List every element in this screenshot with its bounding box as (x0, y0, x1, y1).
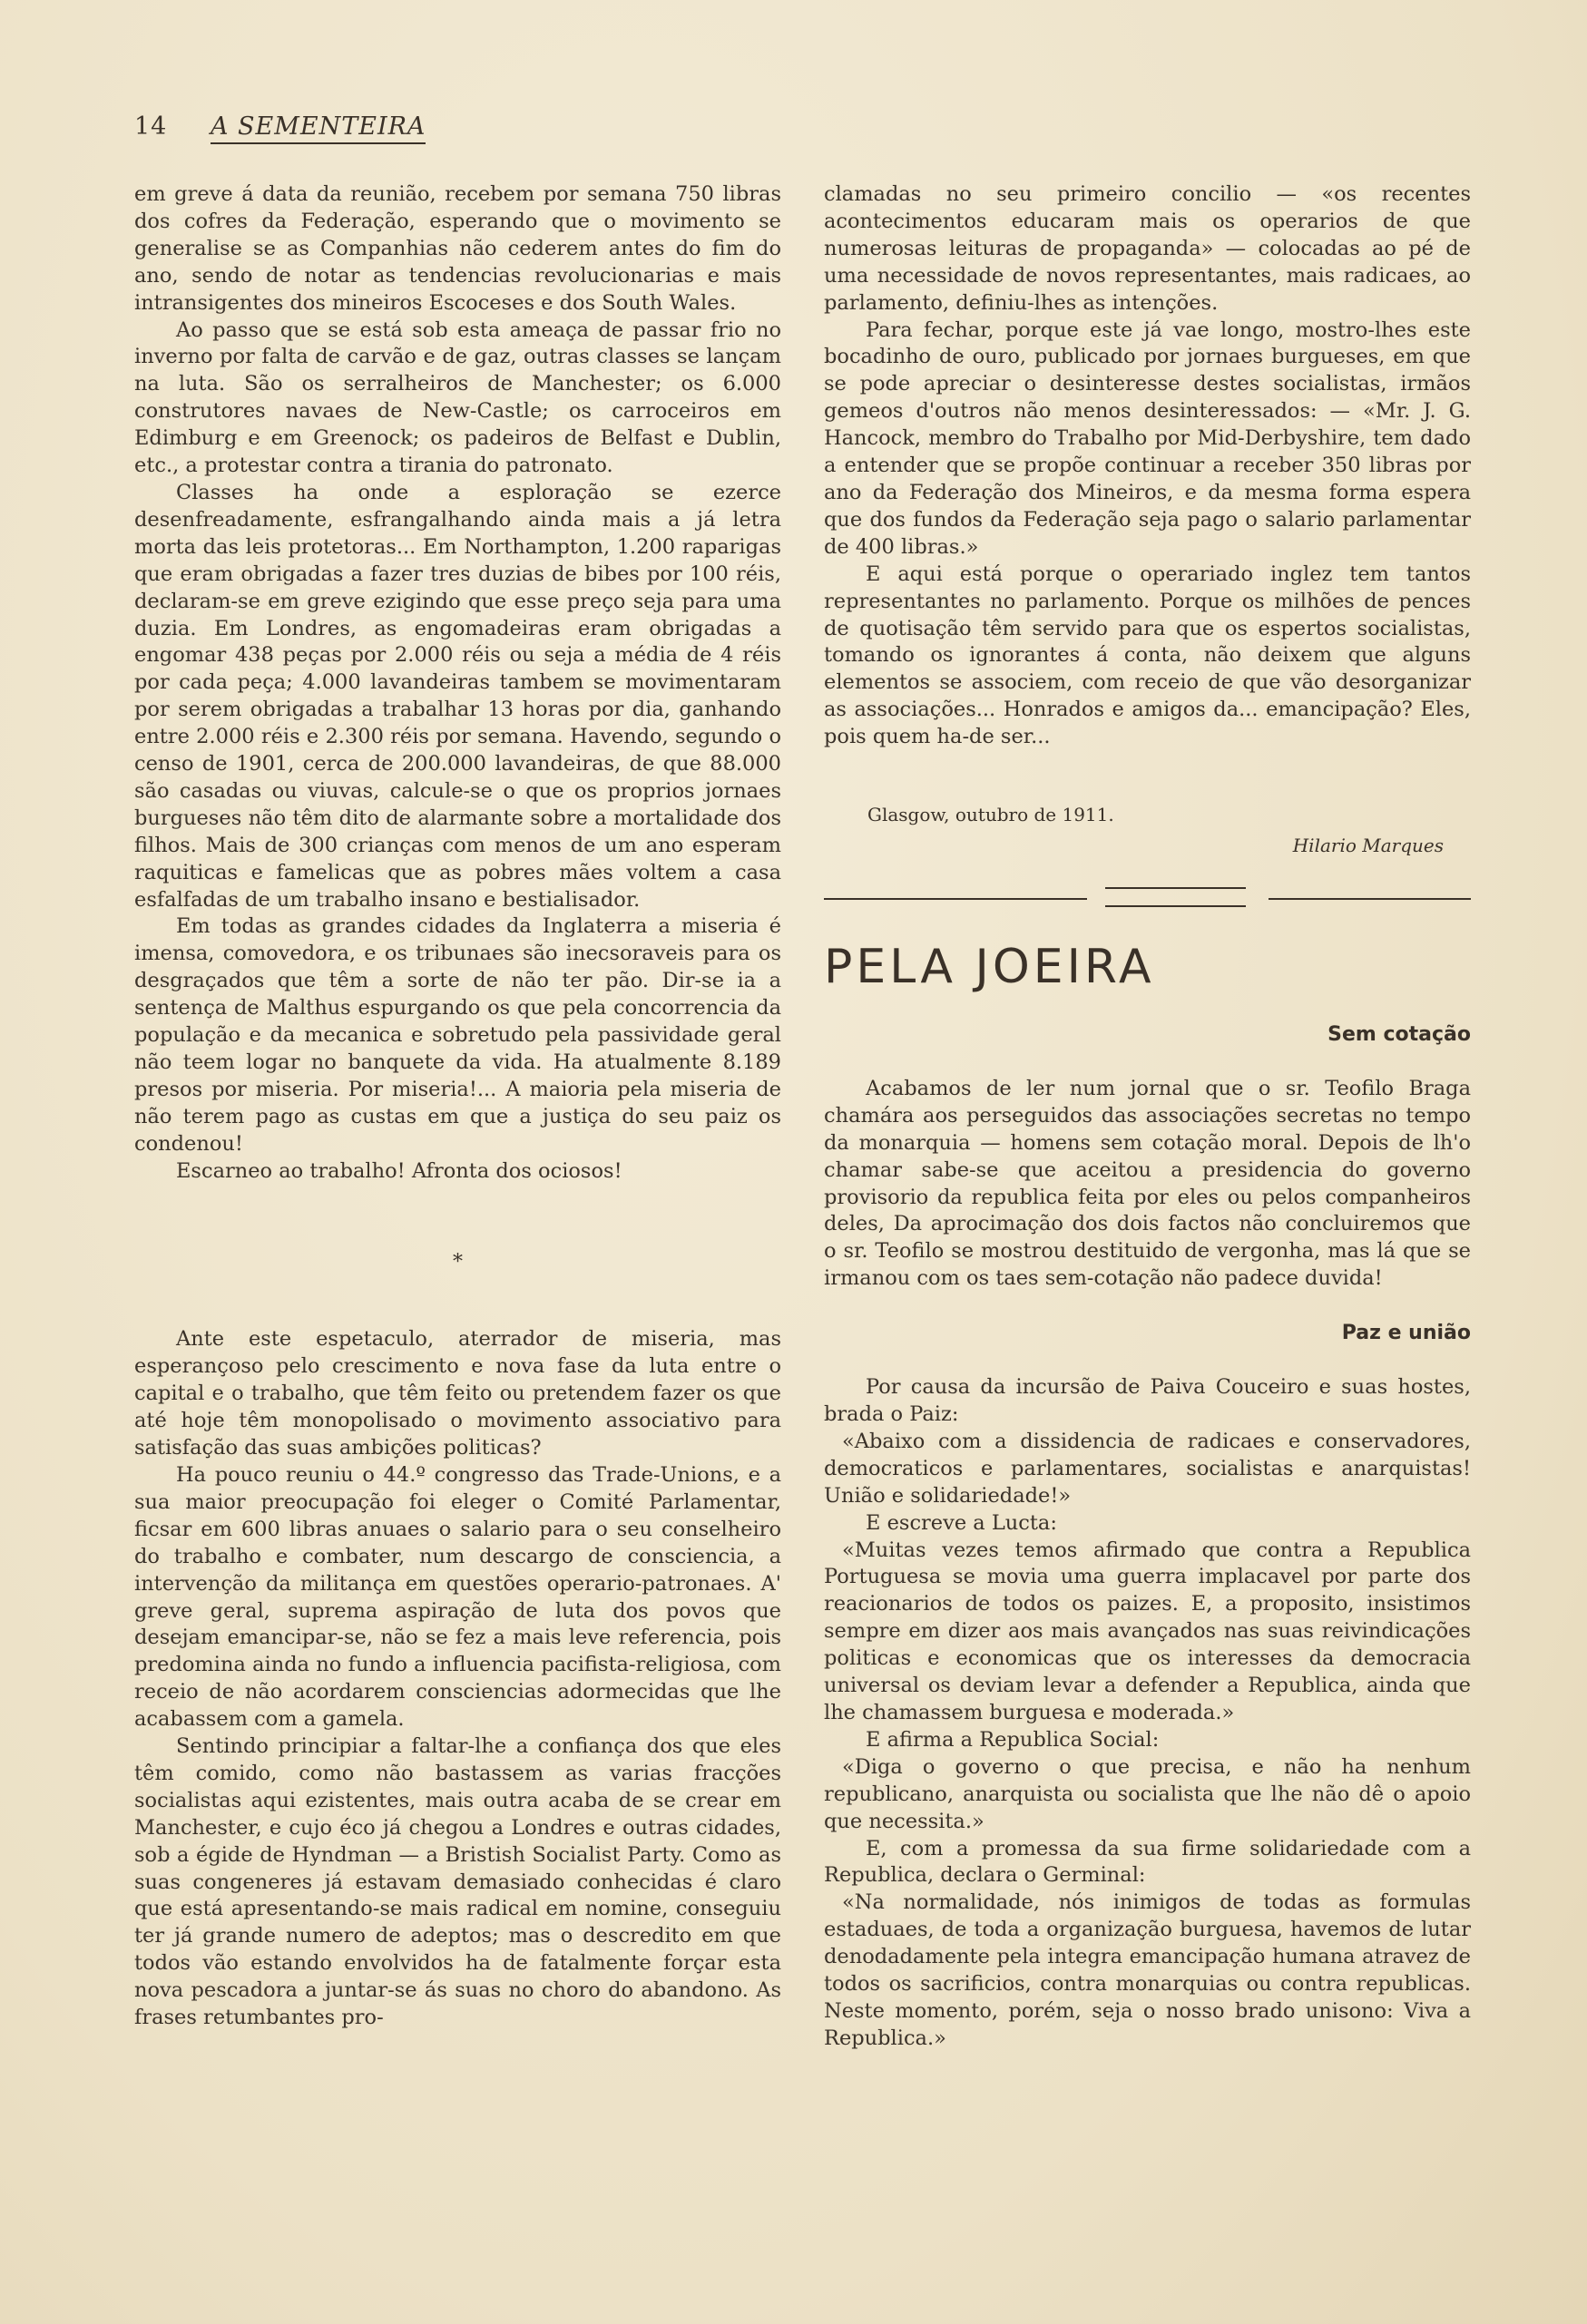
quote: «Diga o governo o que precisa, e não ha nenhum republicano, anarquista ou socialista que lhe não dê o apoio que necessita.» (824, 1754, 1471, 1833)
paragraph: Em todas as grandes cidades da Inglaterra a miseria é imensa, comovedora, e os tribunaes são inecsoraveis para os desgraçados que têm a sorte de não ter pão. Dir-se ia a sentença de Malthus espurgando os que pela concorrencia da população e da mecanica e sobretudo pela passividade geral não teem logar no banquete da vida. Ha atualmente 8.189 presos por miseria. Por miseria!... A maioria pela miseria de não terem pago as custas em que a justiça do seu paiz os condenou! (134, 914, 781, 1156)
rule-line (824, 898, 1087, 900)
rule-line (1105, 905, 1246, 907)
paragraph: em greve á data da reunião, recebem por semana 750 libras dos cofres da Federação, esperando que o movimento se generalise se as Companhias não cederem antes do fim do ano, sendo de notar as tendencias revolucionarias e mais intransigentes dos mineiros Escoceses e dos South Wales. (134, 182, 781, 315)
paragraph: E afirma a Republica Social: (866, 1727, 1160, 1752)
paragraph: Sentindo principiar a faltar-lhe a confiança dos que eles têm comido, como não bastassem as varias fracções socialistas aqui ezistentes, mais outra acaba de se crear em Manchester, e cujo éco já chegou a Londres e outras cidades, sob a égide de Hyndman — a Bristish Socialist Party. Como as suas congeneres já estavam demasiado conhecidas é claro que está apresentando-se mais radical em nomine, conseguiu ter já grande numero de adeptos; mas o descredito em que todos vão estando envolvidos ha de fatalmente forçar esta nova pescadora a juntar-se ás suas no choro do abandono. As frases retumbantes pro- (134, 1734, 781, 2030)
quote: «Muitas vezes temos afirmado que contra a Republica Portuguesa se movia uma guerra implacavel por parte dos reacionarios de todos os paizes. E, a proposito, insistimos sempre em dizer aos mais avançados nas suas reivindicações politicas e economicas que os interesses da democracia universal os deviam levar a defender a Republica, ainda que lhe chamassem burguesa e moderada.» (824, 1538, 1471, 1724)
paragraph: Por causa da incursão de Paiva Couceiro e suas hostes, brada o Paiz: (824, 1375, 1471, 1426)
author-signature: Hilario Marques (1292, 835, 1444, 857)
paragraph: Para fechar, porque este já vae longo, mostro-lhes este bocadinho de ouro, publicado por jornaes burgueses, em que se pode apreciar o desinteresse destes socialistas, irmãos gemeos d'outros não menos desinteressados: — «Mr. J. G. Hancock, membro do Trabalho por Mid-Derbyshire, tem dado a entender que se propõe continuar a receber 350 libras por ano da Federação dos Mineiros, e da mesma forma espera que dos fundos da Federação seja pago o salario parlamentar de 400 libras.» (824, 317, 1471, 559)
paragraph: Ante este espetaculo, aterrador de miseria, mas esperançoso pelo crescimento e nova fase da luta entre o capital e o trabalho, que têm feito ou pretendem fazer os que até hoje têm monopolisado o movimento associativo para satisfação das suas ambições politicas? (134, 1327, 781, 1460)
section-title: PELA JOEIRA (824, 940, 1155, 995)
article-signoff (824, 802, 1471, 858)
left-column (134, 181, 781, 2032)
paragraph: E aqui está porque o operariado inglez tem tantos representantes no parlamento. Porque os milhões de pences de quotisação têm servido para que os espertos socialistas, tomando os ignorantes á conta, não deixem que alguns elementos se associem, com receio de que vão desorganizar as associações... Honrados e amigos da... emancipação? Eles, pois quem ha-de ser... (824, 561, 1471, 749)
paragraph: Classes ha onde a esploração se ezerce desenfreadamente, esfrangalhando ainda mais a já letra morta das leis protetoras... Em Northampton, 1.200 raparigas que eram obrigadas a fazer tres duzias de bibes por 100 réis, declaram-se em greve ezigindo que esse preço seja para uma duzia. Em Londres, as engomadeiras eram obrigadas a engomar 438 peças por 2.000 réis ou seja a média de 4 réis por cada peça; 4.000 lavandeiras tambem se movimentaram por serem obrigadas a trabalhar 13 horas por dia, ganhando entre 2.000 réis e 2.300 réis por semana. Havendo, segundo o censo de 1901, cerca de 200.000 lavandeiras, de que 88.000 são casadas ou viuvas, calcule-se o que os proprios jornaes burgueses não têm dito de alarmante sobre a mortalidade dos filhos. Mais de 300 crianças com menos de um ano esperam raquiticas e famelicas que as pobres mães voltem a casa esfalfadas de um trabalho insano e bestialisador. (134, 480, 781, 912)
publication-title: A SEMENTEIRA (211, 112, 426, 144)
right-column (824, 181, 1471, 2053)
quote: «Na normalidade, nós inimigos de todas as formulas estaduaes, de toda a organização burguesa, havemos de lutar denodadamente pela integra emancipação humana atravez de todos os sacrificios, contra monarquias ou contra republicas. Neste momento, porém, seja o nosso brado unisono: Viva a Republica.» (824, 1890, 1471, 2050)
page-header (134, 112, 426, 141)
paragraph: Ao passo que se está sob esta ameaça de passar frio no inverno por falta de carvão e de gaz, outras classes se lançam na luta. São os serralheiros de Manchester; os 6.000 construtores navaes de New-Castle; os carroceiros em Edimburg e em Greenock; os padeiros de Belfast e Dublin, etc., a protestar contra a tirania do patronato. (134, 317, 781, 478)
page-number: 14 (134, 112, 168, 141)
subsection-title: Paz e união (1341, 1322, 1471, 1345)
paragraph: E escreve a Lucta: (866, 1510, 1057, 1535)
rule-line (1105, 887, 1246, 889)
quote: «Abaixo com a dissidencia de radicaes e conservadores, democraticos e parlamentares, socialistas e anarquistas! União e solidariedade!» (824, 1429, 1471, 1508)
rule-line (1269, 898, 1471, 900)
paragraph: Escarneo ao trabalho! Afronta dos ociosos! (176, 1158, 622, 1183)
paragraph: E, com a promessa da sua firme solidariedade com a Republica, declara o Germinal: (824, 1836, 1471, 1888)
paragraph: clamadas no seu primeiro concilio — «os recentes acontecimentos educaram mais os operarios de que numerosas leituras de propaganda» — colocadas ao pé de uma necessidade de novos representantes, mais radicaes, ao parlamento, definiu-lhes as intenções. (824, 182, 1471, 315)
paragraph: Acabamos de ler num jornal que o sr. Teofilo Braga chamára aos perseguidos das associações secretas no tempo da monarquia — homens sem cotação moral. Depois de lh'o chamar sabe-se que aceitou a presidencia do governo provisorio da republica feita por eles ou pelos companheiros deles, Da aprocimação dos dois factos não concluiremos que o sr. Teofilo se mostrou destituido de vergonha, mas lá que se irmanou com os taes sem-cotação não padece duvida! (824, 1076, 1471, 1291)
paragraph: Ha pouco reuniu o 44.º congresso das Trade-Unions, e a sua maior preocupação foi eleger o Comité Parlamentar, ficsar em 600 libras anuaes o salario para o seu conselheiro do trabalho e combater, num descargo de consciencia, a intervenção da militança em questões operario-patronaes. A' greve geral, suprema aspiração de luta dos povos que desejam emancipar-se, não se fez a mais leve referencia, pois predomina ainda no fundo a influencia pacifista-religiosa, com receio de não acordarem consciencias adormecidas que lhe acabassem com a gamela. (134, 1462, 781, 1732)
subsection-title: Sem cotação (1327, 1023, 1471, 1047)
place-date: Glasgow, outubro de 1911. (867, 804, 1114, 826)
section-separator: * (453, 1250, 463, 1274)
separator-rules (824, 880, 1471, 934)
